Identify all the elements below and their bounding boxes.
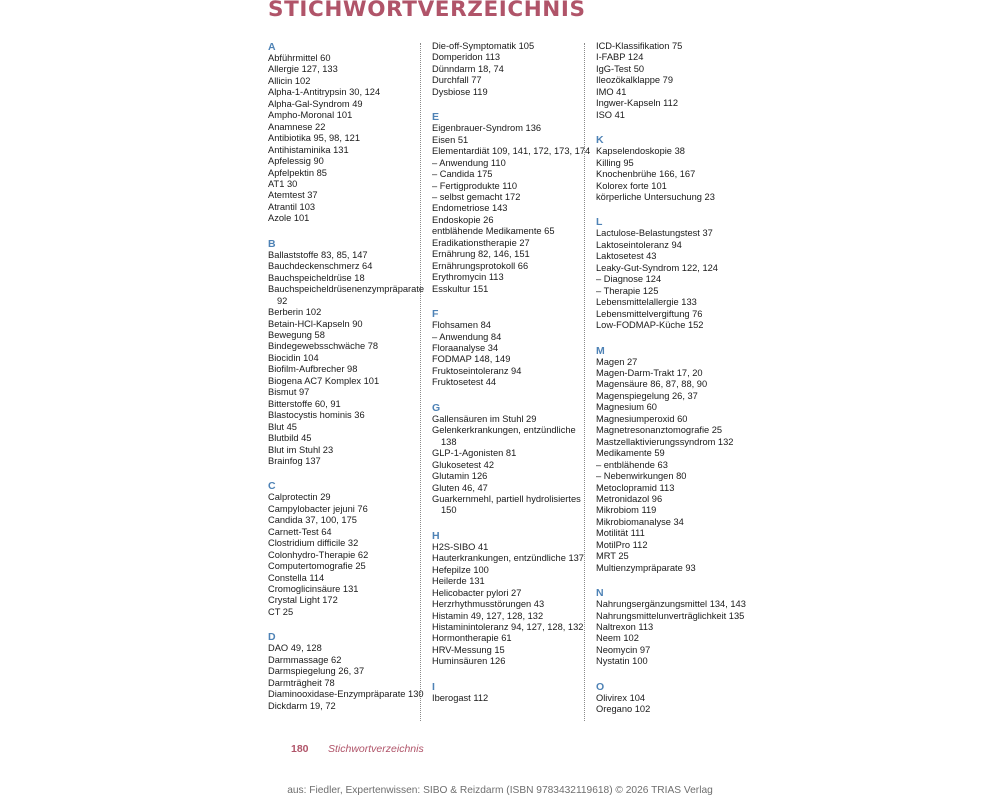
index-entry: Atrantil 103 [268, 201, 316, 212]
index-entry: GLP-1-Agonisten 81 [432, 448, 517, 459]
index-entry: Knochenbrühe 166, 167 [596, 169, 696, 180]
index-entry: Gelenkerkrankungen, entzündliche 138 [432, 425, 576, 447]
index-entry: Flohsamen 84 [432, 320, 491, 331]
index-entry: – Fertigprodukte 110 [432, 180, 518, 191]
index-entry: Mastzellaktivierungssyndrom 132 [596, 436, 734, 447]
section-letter: E [432, 111, 440, 124]
index-entry: Lactulose-Belastungstest 37 [596, 228, 713, 239]
index-entry: Dünndarm 18, 74 [432, 63, 504, 74]
index-entry: Floraanalyse 34 [432, 342, 499, 353]
section-letter: H [432, 529, 440, 542]
index-entry: Darmspiegelung 26, 37 [268, 666, 365, 677]
index-entry: I-FABP 124 [596, 52, 644, 63]
index-section [268, 631, 428, 712]
index-entry: Hormontherapie 61 [432, 633, 512, 644]
index-column-1 [268, 41, 428, 725]
index-entry: Lebensmittelvergiftung 76 [596, 308, 703, 319]
index-entry: Durchfall 77 [432, 75, 482, 86]
index-entry: Carnett-Test 64 [268, 526, 332, 537]
index-entry: Gluten 46, 47 [432, 482, 488, 493]
index-entry: Ernährung 82, 146, 151 [432, 249, 530, 260]
index-entry: Bauchspeicheldrüsenenzympräparate 92 [268, 284, 425, 306]
index-section [596, 587, 746, 668]
index-section [268, 238, 428, 468]
index-entry: Glutamin 126 [432, 471, 488, 482]
index-entry: Biocidin 104 [268, 352, 319, 363]
index-entry: Blut im Stuhl 23 [268, 444, 334, 455]
index-entry: MotilPro 112 [596, 539, 648, 550]
index-entry: Eradikationstherapie 27 [432, 237, 530, 248]
index-entry: Diaminooxidase-Enzympräparate 130 [268, 689, 424, 700]
index-entry: Computertomografie 25 [268, 561, 366, 572]
index-entry: MRT 25 [596, 551, 629, 562]
index-entry: Guarkernmehl, partiell hydrolisiertes 150 [432, 493, 581, 516]
index-entry: Endoskopie 26 [432, 214, 494, 225]
index-entry: Medikamente 59 [596, 448, 665, 459]
section-letter: I [432, 680, 435, 693]
index-entry: Kapselendoskopie 38 [596, 146, 685, 157]
index-entry: körperliche Untersuchung 23 [596, 191, 715, 202]
index-entry: Azole 101 [268, 213, 310, 224]
index-entry: HRV-Messung 15 [432, 644, 505, 655]
index-entry: Apfelpektin 85 [268, 167, 327, 178]
index-entry: Endometriose 143 [432, 203, 508, 214]
section-letter: N [596, 587, 604, 600]
index-entry: Erythromycin 113 [432, 272, 504, 283]
index-entry: Bindegewebsschwäche 78 [268, 341, 379, 352]
index-entry: Antihistaminika 131 [268, 144, 349, 155]
index-entry: Fruktoseintoleranz 94 [432, 365, 522, 376]
index-entry: DAO 49, 128 [268, 643, 322, 654]
index-entry: Atemtest 37 [268, 190, 318, 201]
index-entry: – selbst gemacht 172 [432, 191, 521, 202]
index-entry: Heilerde 131 [432, 576, 485, 587]
index-entry: Magensäure 86, 87, 88, 90 [596, 379, 708, 390]
section-letter: K [596, 134, 604, 147]
index-entry: Campylobacter jejuni 76 [268, 503, 368, 514]
index-entry: Iberogast 112 [432, 692, 489, 703]
index-entry: Magnesiumperoxid 60 [596, 413, 688, 424]
page-number: 180 [291, 743, 309, 755]
index-entry: Helicobacter pylori 27 [432, 587, 522, 598]
section-letter: M [596, 344, 605, 357]
index-entry: Biofilm-Aufbrecher 98 [268, 364, 358, 375]
index-entry: Lebensmittelallergie 133 [596, 297, 697, 308]
index-entry: AT1 30 [268, 178, 298, 189]
index-entry: Fruktosetest 44 [432, 377, 497, 388]
index-entry: Hauterkrankungen, entzündliche 137 [432, 553, 584, 564]
index-entry: Blutbild 45 [268, 433, 312, 444]
section-letter: B [268, 237, 276, 250]
index-entry: Berberin 102 [268, 307, 322, 318]
index-entry: Magnetresonanztomografie 25 [596, 425, 723, 436]
index-entry: Ileozökalklappe 79 [596, 75, 674, 86]
index-entry: Calprotectin 29 [268, 492, 331, 503]
index-entry: Leaky-Gut-Syndrom 122, 124 [596, 262, 718, 273]
index-entry: Gallensäuren im Stuhl 29 [432, 413, 537, 424]
index-section [596, 216, 746, 331]
index-entry: ICD-Klassifikation 75 [596, 41, 683, 51]
index-entry: Colonhydro-Therapie 62 [268, 549, 369, 560]
index-entry: Killing 95 [596, 157, 634, 168]
index-entry: Darmmassage 62 [268, 654, 342, 665]
index-entry: Herzrhythmusstörungen 43 [432, 599, 545, 610]
index-entry: Nahrungsmittelunverträglichkeit 135 [596, 610, 745, 621]
index-entry: Mikrobiom 119 [596, 505, 657, 516]
index-entry: Nahrungsergänzungsmittel 134, 143 [596, 599, 746, 610]
index-column-3 [596, 41, 746, 729]
index-section [432, 41, 592, 98]
index-entry: Clostridium difficile 32 [268, 538, 359, 549]
index-entry: Magen 27 [596, 356, 638, 367]
index-entry: Alpha-Gal-Syndrom 49 [268, 98, 363, 109]
index-entry: Darmträgheit 78 [268, 677, 335, 688]
index-entry: Biogena AC7 Komplex 101 [268, 375, 380, 386]
index-section [268, 480, 428, 618]
index-entry: Histamin 49, 127, 128, 132 [432, 610, 544, 621]
index-entry: Bewegung 58 [268, 329, 325, 340]
index-entry: Ballaststoffe 83, 85, 147 [268, 249, 368, 260]
index-entry: Brainfog 137 [268, 455, 321, 466]
index-entry: Nystatin 100 [596, 656, 648, 667]
section-letter: G [432, 401, 441, 414]
index-entry: Metronidazol 96 [596, 493, 663, 504]
index-entry: Magenspiegelung 26, 37 [596, 390, 698, 401]
index-section [432, 402, 592, 517]
index-entry: Huminsäuren 126 [432, 656, 506, 667]
index-entry: Magen-Darm-Trakt 17, 20 [596, 367, 703, 378]
index-section [432, 308, 592, 389]
section-letter: A [268, 41, 276, 53]
index-entry: Alpha-1-Antitrypsin 30, 124 [268, 87, 381, 98]
source-line: aus: Fiedler, Expertenwissen: SIBO & Reizdarm (ISBN 9783432119618) © 2026 TRIAS Verlag [287, 785, 713, 796]
index-entry: Oregano 102 [596, 704, 651, 715]
running-title: Stichwortverzeichnis [328, 743, 424, 755]
index-entry: Bauchspeicheldrüse 18 [268, 272, 365, 283]
index-entry: Blut 45 [268, 421, 297, 432]
index-section [596, 345, 746, 575]
index-section [596, 134, 746, 203]
index-section [596, 41, 746, 121]
index-entry: Elementardiät 109, 141, 172, 173, 174 [432, 146, 591, 157]
index-entry: Constella 114 [268, 572, 325, 583]
index-entry: Candida 37, 100, 175 [268, 515, 357, 526]
index-entry: – Nebenwirkungen 80 [596, 471, 687, 482]
index-entry: IgG-Test 50 [596, 63, 645, 74]
index-entry: Bauchdeckenschmerz 64 [268, 261, 373, 272]
index-entry: Glukosetest 42 [432, 459, 495, 470]
index-entry: Antibiotika 95, 98, 121 [268, 133, 361, 144]
index-entry: Blastocystis hominis 36 [268, 410, 365, 421]
index-entry: CT 25 [268, 606, 294, 617]
index-entry: – Candida 175 [432, 169, 493, 180]
index-entry: – entblähende 63 [596, 459, 668, 470]
index-entry: – Diagnose 124 [596, 274, 662, 285]
index-entry: Histaminintoleranz 94, 127, 128, 132 [432, 622, 584, 633]
index-entry: Ampho-Moronal 101 [268, 110, 353, 121]
index-section [432, 111, 592, 295]
index-entry: Anamnese 22 [268, 121, 326, 132]
index-entry: Bismut 97 [268, 387, 310, 398]
index-entry: Eigenbrauer-Syndrom 136 [432, 123, 542, 134]
section-letter: F [432, 308, 439, 321]
index-entry: Neem 102 [596, 633, 639, 644]
section-letter: L [596, 216, 603, 229]
index-entry: Olivirex 104 [596, 692, 646, 703]
index-entry: Apfelessig 90 [268, 156, 324, 167]
index-entry: Abführmittel 60 [268, 53, 331, 63]
index-entry: Ernährungsprotokoll 66 [432, 260, 529, 271]
index-entry: Die-off-Symptomatik 105 [432, 41, 535, 51]
index-entry: Dysbiose 119 [432, 86, 488, 97]
index-entry: Domperidon 113 [432, 52, 501, 63]
index-entry: IMO 41 [596, 86, 627, 97]
index-entry: Low-FODMAP-Küche 152 [596, 320, 704, 331]
index-entry: Motilität 111 [596, 528, 645, 539]
index-entry: Eisen 51 [432, 134, 469, 145]
section-letter: O [596, 680, 605, 693]
index-entry: FODMAP 148, 149 [432, 354, 511, 365]
index-entry: Hefepilze 100 [432, 564, 489, 575]
index-entry: entblähende Medikamente 65 [432, 226, 555, 237]
index-section [432, 530, 592, 668]
section-letter: C [268, 480, 276, 493]
index-entry: Dickdarm 19, 72 [268, 700, 336, 711]
index-entry: H2S-SIBO 41 [432, 541, 489, 552]
index-section [596, 681, 746, 716]
index-entry: – Therapie 125 [596, 285, 659, 296]
index-entry: Betain-HCl-Kapseln 90 [268, 318, 363, 329]
index-entry: – Anwendung 110 [432, 157, 506, 168]
index-entry: Laktoseintoleranz 94 [596, 239, 682, 250]
index-entry: Ingwer-Kapseln 112 [596, 98, 679, 109]
index-entry: Allergie 127, 133 [268, 64, 338, 75]
index-entry: Bitterstoffe 60, 91 [268, 398, 341, 409]
index-section [432, 681, 592, 704]
index-entry: Mikrobiomanalyse 34 [596, 516, 684, 527]
index-entry: Crystal Light 172 [268, 595, 338, 606]
index-entry: Metoclopramid 113 [596, 482, 675, 493]
index-entry: Naltrexon 113 [596, 622, 654, 633]
page-title: STICHWORTVERZEICHNIS [268, 0, 586, 22]
index-entry: Multienzympräparate 93 [596, 562, 696, 573]
index-entry: Magnesium 60 [596, 402, 657, 413]
index-entry: Laktosetest 43 [596, 251, 657, 262]
index-entry: Cromoglicinsäure 131 [268, 584, 359, 595]
section-letter: D [268, 631, 276, 644]
index-entry: – Anwendung 84 [432, 331, 502, 342]
index-entry: Kolorex forte 101 [596, 180, 667, 191]
index-entry: Neomycin 97 [596, 644, 651, 655]
index-section [268, 41, 428, 225]
index-entry: Allicin 102 [268, 75, 311, 86]
index-entry: ISO 41 [596, 109, 625, 120]
index-entry: Esskultur 151 [432, 283, 489, 294]
index-column-2 [432, 41, 592, 717]
